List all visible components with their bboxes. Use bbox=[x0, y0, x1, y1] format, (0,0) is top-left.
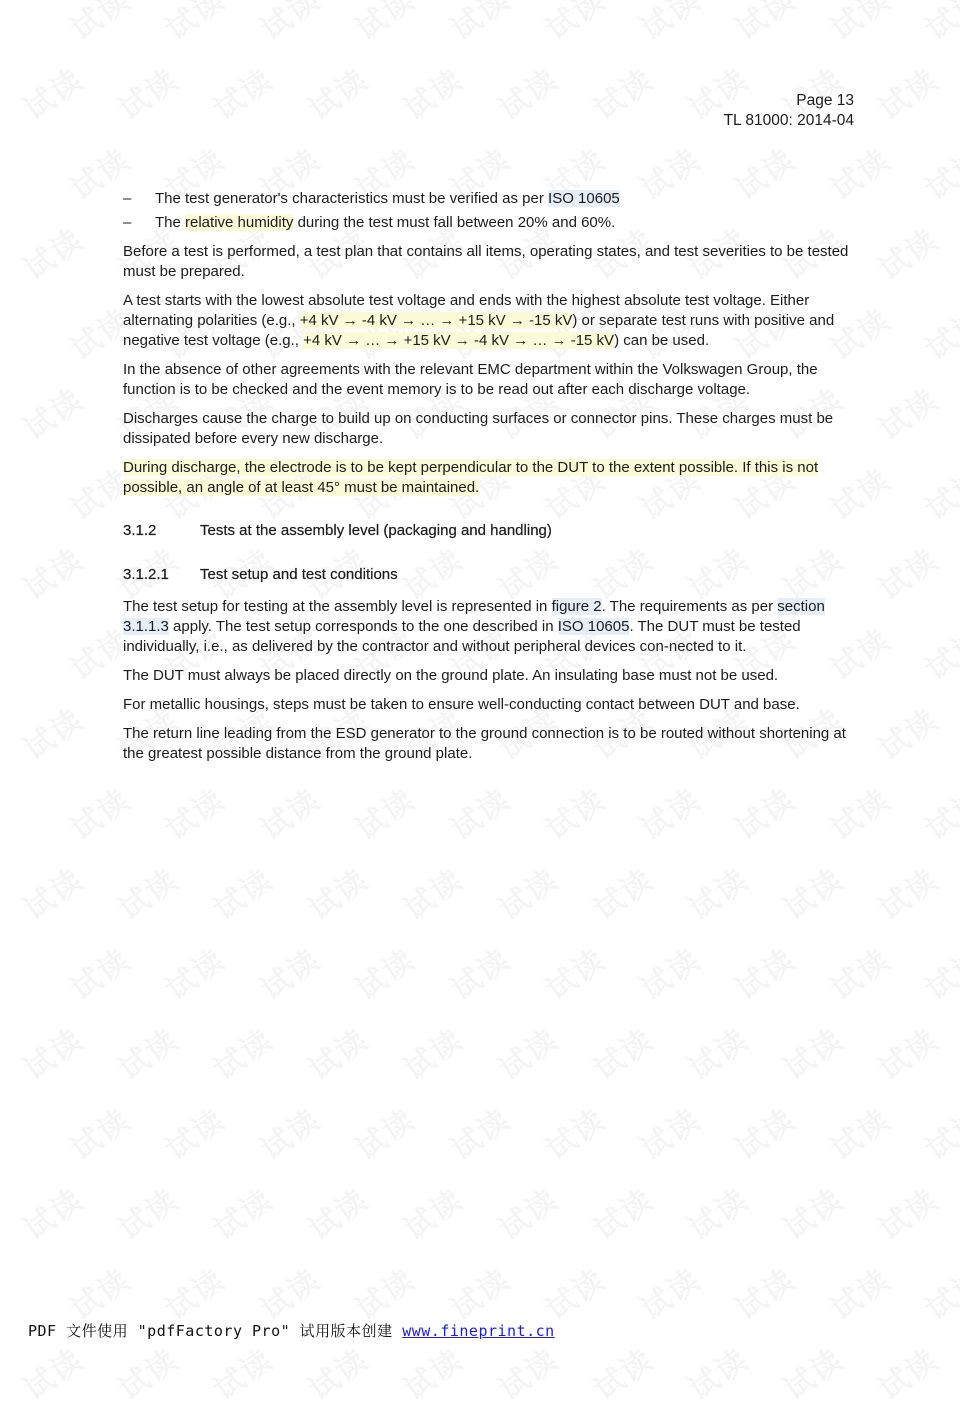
section-title: Test setup and test conditions bbox=[200, 566, 398, 583]
page-content bbox=[123, 189, 858, 773]
paragraph-test-plan: Before a test is performed, a test plan that contains all items, operating states, and test severities to be tested must be prepared. bbox=[123, 243, 849, 280]
section-number: 3.1.2 bbox=[123, 522, 157, 539]
figure-2-link[interactable]: figure 2 bbox=[551, 598, 602, 615]
section-title: Tests at the assembly level (packaging and handling) bbox=[200, 522, 552, 539]
list-item: – The test generator's characteristics must be verified as per ISO 10605 bbox=[123, 190, 620, 207]
paragraph-electrode bbox=[123, 458, 858, 498]
section-number: 3.1.2.1 bbox=[123, 566, 169, 583]
paragraph-test-setup: The test setup for testing at the assembly level is represented in figure 2. The requirements as per section 3.1.1.3 apply. The test setup corresponds to the one described in ISO 10605. The DUT must be tested individually, i.e., as delivered by the contractor and without peripheral devices con-nected to it. bbox=[123, 598, 825, 655]
section-heading-3-1-2 bbox=[123, 521, 858, 541]
highlight-electrode-perpendicular: During discharge, the electrode is to be kept perpendicular to the DUT to the extent possible. If this is not possible, an angle of at least 45° must be maintained. bbox=[123, 459, 819, 496]
paragraph-test-voltage: A test starts with the lowest absolute test voltage and ends with the highest absolute test voltage. Either alternating polarities (e.g., +4 kV → -4 kV → … → +15 kV → -15 kV) or separate test runs with positive and negative test voltage (e.g., +4 kV → … → +15 kV → -4 kV → … → -15 kV) can be used. bbox=[123, 292, 835, 349]
highlight-alternating-polarities: +4 kV → -4 kV → … → +15 kV → -15 kV bbox=[299, 312, 573, 329]
pdf-factory-footer bbox=[28, 1320, 555, 1341]
fineprint-link[interactable]: www.fineprint.cn bbox=[402, 1322, 555, 1340]
document-id: TL 81000: 2014-04 bbox=[723, 112, 854, 129]
paragraph-discharges: Discharges cause the charge to build up on conducting surfaces or connector pins. These charges must be dissipated before every new discharge. bbox=[123, 410, 834, 447]
footer-text: PDF 文件使用 "pdfFactory Pro" 试用版本创建 bbox=[28, 1322, 403, 1340]
page-header bbox=[724, 91, 854, 131]
section-heading-3-1-2-1 bbox=[123, 565, 858, 585]
list-item: – The relative humidity during the test must fall between 20% and 60%. bbox=[123, 214, 616, 231]
bullet-dash: – bbox=[123, 214, 132, 231]
requirements-list bbox=[123, 189, 858, 233]
section-3-1-1-3-link[interactable]: section 3.1.1.3 bbox=[123, 598, 825, 635]
page-number: Page 13 bbox=[796, 92, 854, 109]
bullet-dash: – bbox=[123, 190, 132, 207]
paragraph-ground-plate: The DUT must always be placed directly on the ground plate. An insulating base must not be used. bbox=[123, 667, 779, 684]
paragraph-emc-agreements: In the absence of other agreements with the relevant EMC department within the Volkswagen Group, the function is to be checked and the event memory is to be read out after each discharge voltage. bbox=[123, 361, 818, 398]
iso-10605-link[interactable]: ISO 10605 bbox=[557, 618, 630, 635]
paragraph-metallic-housings: For metallic housings, steps must be taken to ensure well-conducting contact between DUT and base. bbox=[123, 696, 800, 713]
paragraph-return-line: The return line leading from the ESD generator to the ground connection is to be routed without shortening at the greatest possible distance from the ground plate. bbox=[123, 725, 846, 762]
iso-10605-link[interactable]: ISO 10605 bbox=[548, 190, 620, 207]
highlight-separate-runs: +4 kV → … → +15 kV → -4 kV → … → -15 kV bbox=[303, 332, 615, 349]
highlight-relative-humidity: relative humidity bbox=[185, 214, 294, 231]
